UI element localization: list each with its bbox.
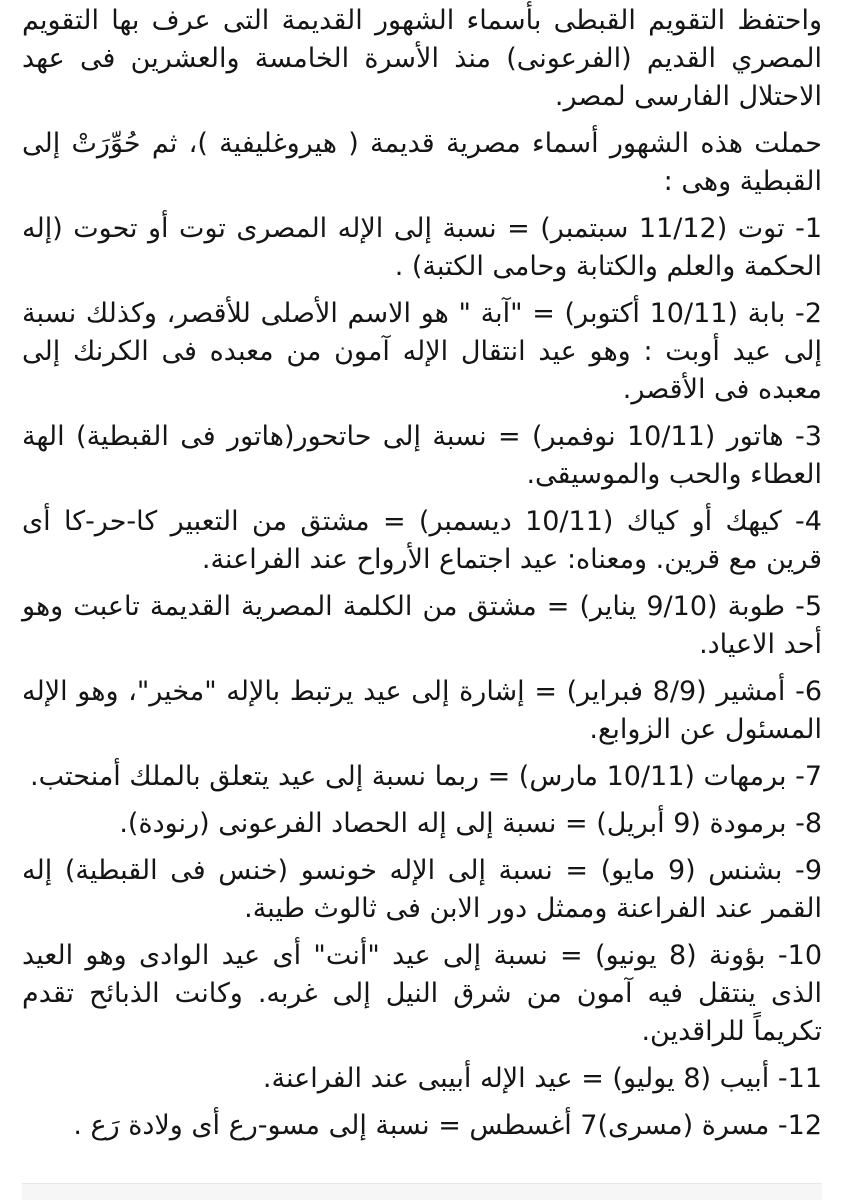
month-item-baba: 2- بابة (10/11 أكتوبر) = "آبة " هو الاسم الأصلى للأقصر، وكذلك نسبة إلى عيد أوبت : وهو عيد انتقال الإله آمون من معبده فى الكرنك إلى معبده فى الأقصر.	[22, 298, 822, 405]
month-item-touba: 5- طوبة (9/10 يناير) = مشتق من الكلمة المصرية القديمة تاعبت وهو أحد الاعياد.	[22, 591, 822, 660]
month-item-misra: 12- مسرة (مسرى)7 أغسطس = نسبة إلى مسو-رع أى ولادة رَع .	[73, 1110, 822, 1141]
month-item-abib: 11- أبيب (8 يوليو) = عيد الإله أبيبى عند الفراعنة.	[262, 1063, 822, 1094]
month-item-kiahk: 4- كيهك أو كياك (10/11 ديسمبر) = مشتق من التعبير كا-حر-كا أى قرين مع قرين. ومعناه: عيد اجتماع الأرواح عند الفراعنة.	[22, 506, 822, 575]
months-intro-paragraph: حملت هذه الشهور أسماء مصرية قديمة ( هيروغليفية )، ثم حُوِّرَتْ إلى القبطية وهى :	[22, 128, 822, 197]
document-body	[22, 2, 822, 1154]
month-item-baouna: 10- بؤونة (8 يونيو) = نسبة إلى عيد "أنت" أى عيد الوادى وهو العيد الذى ينتقل فيه آمون من شرق النيل إلى غربه. وكانت الذبائح تقدم تكريماً للراقدين.	[22, 940, 822, 1047]
month-item-amshir: 6- أمشير (8/9 فبراير) = إشارة إلى عيد يرتبط بالإله "مخير"، وهو الإله المسئول عن الزوابع.	[22, 676, 823, 745]
month-item-hatour: 3- هاتور (10/11 نوفمبر) = نسبة إلى حاتحور(هاتور فى القبطية) الهة العطاء والحب والموسيقى.	[22, 421, 822, 490]
month-item-bashans: 9- بشنس (9 مايو) = نسبة إلى الإله خونسو (خنس فى القبطية) إله القمر عند الفراعنة وممثل دور الابن فى ثالوث طيبة.	[22, 855, 822, 924]
month-item-tout: 1- توت (11/12 سبتمبر) = نسبة إلى الإله المصرى توت أو تحوت (إله الحكمة والعلم والكتابة وحامى الكتبة) .	[22, 213, 822, 282]
bottom-edge-strip	[22, 1183, 822, 1200]
intro-paragraph: واحتفظ التقويم القبطى بأسماء الشهور القديمة التى عرف بها التقويم المصري القديم (الفرعونى) منذ الأسرة الخامسة والعشرين فى عهد الاحتلال الفارسى لمصر.	[22, 5, 822, 112]
month-item-baramouda: 8- برمودة (9 أبريل) = نسبة إلى إله الحصاد الفرعونى (رنودة).	[119, 808, 822, 839]
month-item-baramhat: 7- برمهات (10/11 مارس) = ربما نسبة إلى عيد يتعلق بالملك أمنحتب.	[30, 761, 822, 792]
